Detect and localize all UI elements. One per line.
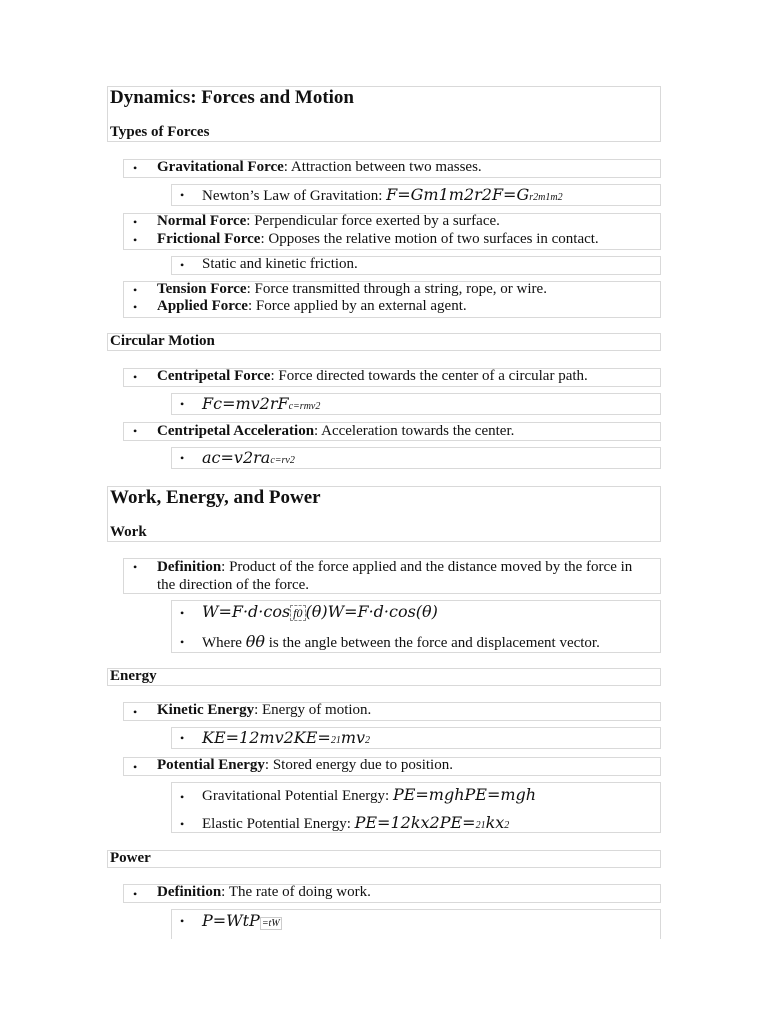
list-item-work-definition bbox=[157, 558, 647, 594]
work-formula-b: (θ)W=F·d·cos(θ) bbox=[305, 602, 438, 621]
bullet-icon: • bbox=[180, 635, 185, 649]
desc-tension: : Force transmitted through a string, rope, or wire. bbox=[246, 281, 547, 297]
bullet-icon: • bbox=[180, 188, 185, 202]
bullet-icon: • bbox=[133, 233, 138, 247]
term-gravitational: Gravitational Force bbox=[157, 159, 284, 175]
term-power-definition: Definition bbox=[157, 884, 222, 900]
heading-box bbox=[107, 850, 661, 868]
list-item-gpe bbox=[202, 785, 536, 805]
heading-box bbox=[107, 668, 661, 686]
term-tension: Tension Force bbox=[157, 281, 247, 297]
desc-power-definition: : The rate of doing work. bbox=[221, 884, 371, 900]
ke-formula-a: KE=12mv2KE= bbox=[202, 728, 331, 747]
gpe-formula: PE=mghPE=mgh bbox=[392, 785, 537, 804]
newton-formula-small: r2m1m2 bbox=[529, 192, 563, 203]
desc-centripetal-force: : Force directed towards the center of a circular path. bbox=[270, 368, 588, 384]
bullet-icon: • bbox=[180, 451, 185, 465]
bullet-icon: • bbox=[180, 914, 185, 928]
bullet-icon: • bbox=[180, 397, 185, 411]
list-item-kinetic bbox=[157, 702, 371, 719]
list-item-centripetal-force bbox=[157, 368, 588, 385]
epe-formula-a: PE=12kx2PE= bbox=[354, 813, 476, 832]
epe-formula-b: kx bbox=[485, 813, 505, 832]
desc-kinetic: : Energy of motion. bbox=[254, 702, 372, 718]
list-item-tension bbox=[157, 281, 547, 298]
term-centripetal-force: Centripetal Force bbox=[157, 368, 271, 384]
list-item-power-definition bbox=[157, 884, 371, 901]
list-item-epe bbox=[202, 813, 509, 833]
bullet-icon: • bbox=[180, 817, 185, 831]
epe-text: Elastic Potential Energy: bbox=[202, 816, 355, 832]
ac-formula-small: c=rv2 bbox=[270, 455, 295, 466]
epe-formula-small2: 2 bbox=[504, 820, 510, 831]
bullet-icon: • bbox=[133, 560, 138, 574]
where-theta: θθ bbox=[245, 632, 265, 651]
list-item-static: Static and kinetic friction. bbox=[202, 256, 358, 272]
list-item-work-formula bbox=[202, 602, 438, 622]
bullet-icon: • bbox=[180, 606, 185, 620]
bullet-icon: • bbox=[133, 705, 138, 719]
where-text-a: Where bbox=[202, 635, 246, 651]
fc-formula-small: c=rmv2 bbox=[288, 401, 321, 412]
list-item-applied bbox=[157, 298, 467, 315]
ke-formula-small2: 2 bbox=[365, 735, 371, 746]
term-kinetic: Kinetic Energy bbox=[157, 702, 255, 718]
list-item-centripetal-acc bbox=[157, 423, 514, 440]
bullet-icon: • bbox=[133, 300, 138, 314]
ke-formula-b: mv bbox=[340, 728, 366, 747]
term-centripetal-acc: Centripetal Acceleration bbox=[157, 423, 315, 439]
list-item-power-formula bbox=[202, 911, 282, 931]
term-work-definition: Definition bbox=[157, 559, 222, 575]
fc-formula: Fc=mv2rF bbox=[202, 394, 289, 413]
ac-formula: ac=v2ra bbox=[202, 448, 271, 467]
list-item-potential bbox=[157, 757, 453, 774]
list-item-ac-formula bbox=[202, 448, 295, 468]
heading-power: Power bbox=[110, 850, 151, 866]
bullet-icon: • bbox=[180, 731, 185, 745]
desc-centripetal-acc: : Acceleration towards the center. bbox=[314, 423, 515, 439]
bullet-icon: • bbox=[133, 424, 138, 438]
bullet-icon: • bbox=[133, 283, 138, 297]
heading-types-of-forces: Types of Forces bbox=[110, 124, 210, 140]
list-item-frictional bbox=[157, 231, 599, 248]
heading-circular-motion: Circular Motion bbox=[110, 333, 215, 349]
term-frictional: Frictional Force bbox=[157, 231, 261, 247]
term-potential: Potential Energy bbox=[157, 757, 265, 773]
term-normal: Normal Force bbox=[157, 213, 247, 229]
section-title-work-energy: Work, Energy, and Power bbox=[110, 487, 321, 508]
list-item-gravitational bbox=[157, 159, 482, 176]
desc-normal: : Perpendicular force exerted by a surface. bbox=[246, 213, 500, 229]
list-item-ke-formula bbox=[202, 728, 370, 748]
heading-work: Work bbox=[110, 524, 147, 540]
power-formula: P=WtP bbox=[202, 911, 260, 930]
list-item-where bbox=[202, 632, 600, 652]
work-formula-a: W=F·d·cos bbox=[202, 602, 291, 621]
list-item-newton bbox=[202, 185, 563, 205]
term-applied: Applied Force bbox=[157, 298, 248, 314]
bullet-icon: • bbox=[133, 887, 138, 901]
desc-gravitational: : Attraction between two masses. bbox=[283, 159, 482, 175]
bullet-icon: • bbox=[180, 258, 185, 272]
desc-frictional: : Opposes the relative motion of two surfaces in contact. bbox=[260, 231, 599, 247]
bullet-icon: • bbox=[133, 370, 138, 384]
section-title-dynamics: Dynamics: Forces and Motion bbox=[110, 87, 354, 108]
newton-text: Newton’s Law of Gravitation: bbox=[202, 188, 387, 204]
desc-work-definition: : Product of the force applied and the distance moved by the force in the direction of the force. bbox=[157, 559, 633, 593]
bullet-icon: • bbox=[133, 215, 138, 229]
heading-energy: Energy bbox=[110, 668, 157, 684]
desc-potential: : Stored energy due to position. bbox=[264, 757, 453, 773]
gpe-text: Gravitational Potential Energy: bbox=[202, 788, 393, 804]
list-item-normal bbox=[157, 213, 500, 230]
newton-formula: F=Gm1m2r2F=G bbox=[386, 185, 530, 204]
bullet-icon: • bbox=[133, 760, 138, 774]
epe-formula-small: 21 bbox=[475, 820, 486, 831]
where-text-b: is the angle between the force and displacement vector. bbox=[264, 635, 600, 651]
desc-applied: : Force applied by an external agent. bbox=[247, 298, 467, 314]
bullet-icon: • bbox=[133, 161, 138, 175]
ke-formula-small: 21 bbox=[330, 735, 341, 746]
bullet-icon: • bbox=[180, 790, 185, 804]
work-formula-box: f0 bbox=[290, 605, 305, 621]
list-item-fc-formula bbox=[202, 394, 320, 414]
power-formula-small: =tW bbox=[261, 918, 280, 929]
